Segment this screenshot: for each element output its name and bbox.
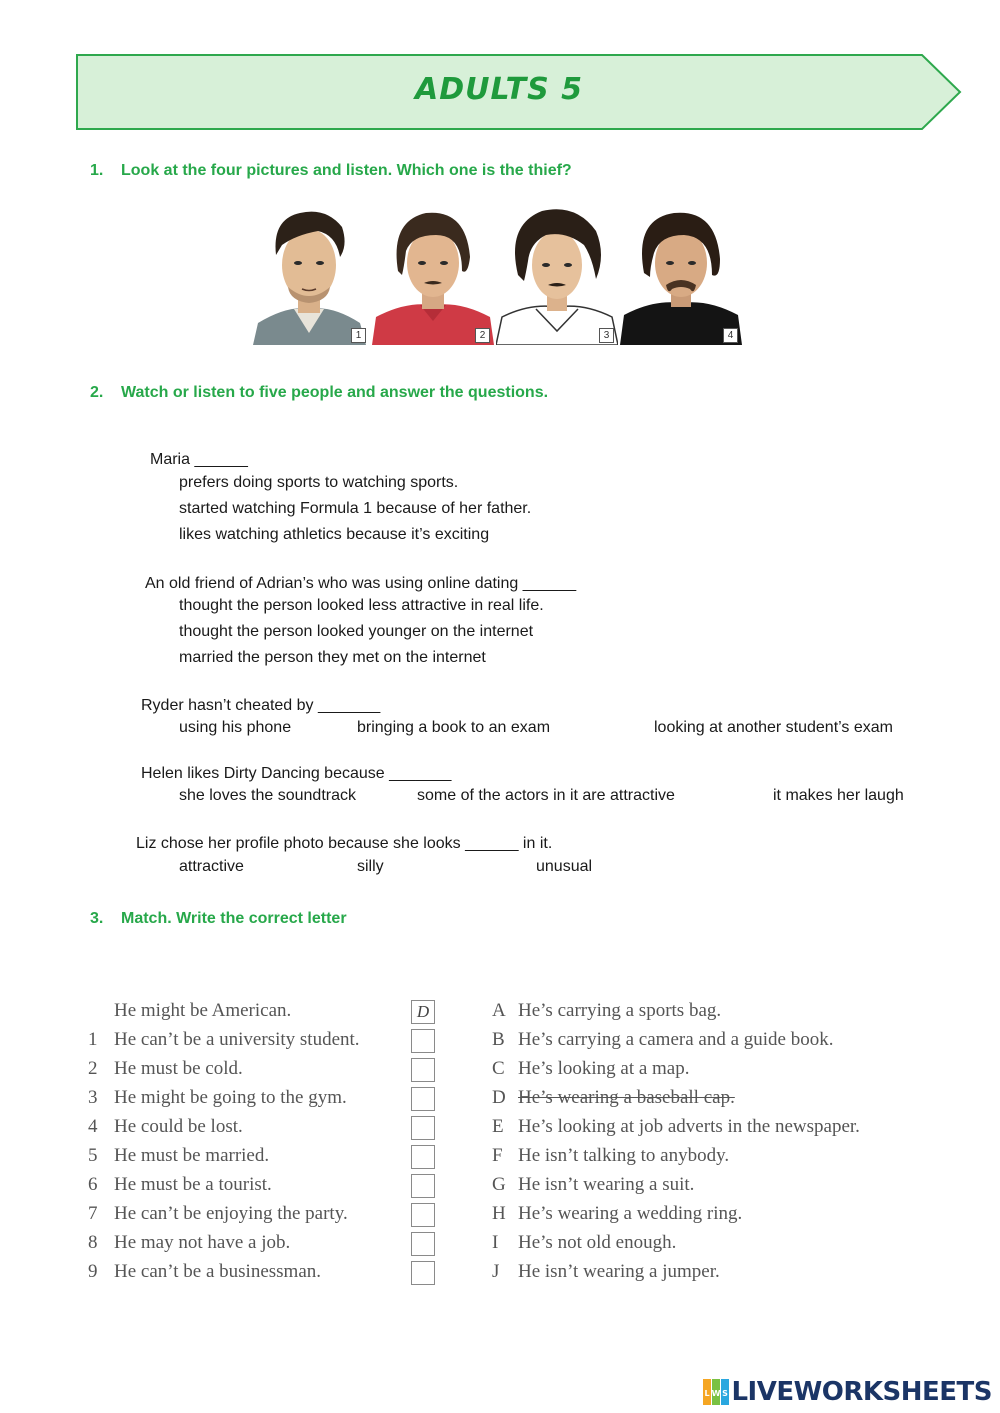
suspect-number-4: 4 bbox=[723, 328, 738, 343]
match-right-text: He isn’t talking to anybody. bbox=[518, 1145, 730, 1166]
matching-exercise bbox=[88, 995, 928, 1295]
question-2-text: Watch or listen to five people and answer the questions. bbox=[121, 384, 549, 401]
q2-option[interactable]: silly bbox=[357, 858, 384, 875]
match-right-letter: E bbox=[492, 1116, 504, 1137]
match-left-number: 3 bbox=[88, 1087, 98, 1108]
match-right-letter: B bbox=[492, 1029, 505, 1050]
match-left-row bbox=[88, 1029, 360, 1051]
match-right-letter: I bbox=[492, 1232, 499, 1253]
match-right-letter: F bbox=[492, 1145, 503, 1166]
logo-mark-letter: W bbox=[712, 1389, 721, 1398]
match-left-text: He can’t be a businessman. bbox=[114, 1261, 322, 1282]
answer-box-3[interactable] bbox=[411, 1087, 435, 1111]
suspect-number-3: 3 bbox=[599, 328, 614, 343]
question-1-text: Look at the four pictures and listen. Which one is the thief? bbox=[121, 162, 572, 179]
q2-option[interactable]: bringing a book to an exam bbox=[357, 719, 551, 736]
match-left-row bbox=[88, 1145, 269, 1167]
match-right-row bbox=[492, 1203, 742, 1225]
match-right-row bbox=[492, 1087, 735, 1109]
match-left-number: 1 bbox=[88, 1029, 98, 1050]
match-right-text: He’s not old enough. bbox=[518, 1232, 677, 1253]
match-left-number: 8 bbox=[88, 1232, 98, 1253]
answer-box-7[interactable] bbox=[411, 1203, 435, 1227]
match-right-text: He isn’t wearing a suit. bbox=[518, 1174, 695, 1195]
answer-box-5[interactable] bbox=[411, 1145, 435, 1169]
q2-stem-3: Ryder hasn’t cheated by _______ bbox=[141, 697, 381, 714]
q2-stem-5: Liz chose her profile photo because she looks ______ in it. bbox=[136, 835, 553, 852]
match-left-text: He must be married. bbox=[114, 1145, 270, 1166]
match-right-row bbox=[492, 1145, 729, 1167]
q2-option[interactable]: married the person they met on the internet bbox=[179, 649, 486, 666]
match-right-row bbox=[492, 1174, 694, 1196]
liveworksheets-brand: LIVEWORKSHEETS bbox=[731, 1377, 992, 1407]
match-right-letter: H bbox=[492, 1203, 506, 1224]
match-right-row bbox=[492, 1058, 690, 1080]
match-right-text: He’s wearing a wedding ring. bbox=[518, 1203, 743, 1224]
match-left-number: 5 bbox=[88, 1145, 98, 1166]
title-banner bbox=[76, 54, 962, 130]
match-right-row bbox=[492, 1116, 860, 1138]
suspect-number-2: 2 bbox=[475, 328, 490, 343]
q2-option[interactable]: some of the actors in it are attractive bbox=[417, 787, 675, 804]
question-2-heading bbox=[90, 384, 548, 402]
match-right-text: He’s carrying a sports bag. bbox=[518, 1000, 722, 1021]
q2-option[interactable]: thought the person looked less attractive in real life. bbox=[179, 597, 544, 614]
match-left-row bbox=[88, 1116, 243, 1138]
q2-option[interactable]: prefers doing sports to watching sports. bbox=[179, 474, 459, 491]
answer-box-6[interactable] bbox=[411, 1174, 435, 1198]
q2-option[interactable]: thought the person looked younger on the internet bbox=[179, 623, 534, 640]
q2-option[interactable]: attractive bbox=[179, 858, 244, 875]
question-1-number: 1. bbox=[90, 162, 104, 179]
match-left-row bbox=[88, 1174, 272, 1196]
logo-mark-letter: L bbox=[704, 1389, 711, 1398]
match-left-number: 6 bbox=[88, 1174, 98, 1195]
match-left-text: He might be going to the gym. bbox=[114, 1087, 347, 1108]
suspect-picture-2[interactable] bbox=[372, 205, 494, 345]
answer-box-9[interactable] bbox=[411, 1261, 435, 1285]
match-right-letter: C bbox=[492, 1058, 505, 1079]
match-right-row bbox=[492, 1261, 720, 1283]
match-left-text: He can’t be a university student. bbox=[114, 1029, 360, 1050]
match-left-text: He must be a tourist. bbox=[114, 1174, 272, 1195]
suspect-picture-1[interactable] bbox=[248, 205, 370, 345]
match-left-text: He may not have a job. bbox=[114, 1232, 291, 1253]
match-left-number: 9 bbox=[88, 1261, 98, 1282]
match-right-text: He’s carrying a camera and a guide book. bbox=[518, 1029, 834, 1050]
match-right-letter: D bbox=[492, 1087, 506, 1108]
page-title: ADULTS 5 bbox=[414, 72, 584, 107]
suspect-picture-4[interactable] bbox=[620, 205, 742, 345]
match-right-letter: A bbox=[492, 1000, 506, 1021]
question-3-heading bbox=[90, 910, 347, 928]
answer-box-8[interactable] bbox=[411, 1232, 435, 1256]
match-right-letter: G bbox=[492, 1174, 506, 1195]
liveworksheets-mark-icon bbox=[703, 1379, 729, 1405]
q2-option[interactable]: using his phone bbox=[179, 719, 292, 736]
suspect-portrait-2 bbox=[372, 205, 494, 345]
match-right-row bbox=[492, 1232, 676, 1254]
q2-option[interactable]: she loves the soundtrack bbox=[179, 787, 356, 804]
q2-option[interactable]: started watching Formula 1 because of her father. bbox=[179, 500, 532, 517]
question-1-heading bbox=[90, 162, 572, 180]
q2-stem-1: Maria ______ bbox=[150, 451, 248, 468]
match-right-row bbox=[492, 1000, 721, 1022]
match-left-row bbox=[88, 1232, 290, 1254]
match-left-row bbox=[88, 1261, 321, 1283]
suspect-pictures bbox=[248, 205, 742, 347]
match-right-text: He’s looking at a map. bbox=[518, 1058, 690, 1079]
match-left-text: He could be lost. bbox=[114, 1116, 243, 1137]
suspect-picture-3[interactable] bbox=[496, 205, 618, 345]
q2-option[interactable]: looking at another student’s exam bbox=[654, 719, 893, 736]
match-left-number: 2 bbox=[88, 1058, 98, 1079]
match-left-text: He might be American. bbox=[114, 1000, 292, 1021]
suspect-portrait-4 bbox=[620, 205, 742, 345]
match-left-text: He can’t be enjoying the party. bbox=[114, 1203, 348, 1224]
match-left-text: He must be cold. bbox=[114, 1058, 243, 1079]
question-3-text: Match. Write the correct letter bbox=[121, 910, 347, 927]
match-right-text-used: He’s wearing a baseball cap. bbox=[518, 1087, 735, 1108]
question-2-number: 2. bbox=[90, 384, 104, 401]
match-right-text: He isn’t wearing a jumper. bbox=[518, 1261, 720, 1282]
match-right-text: He’s looking at job adverts in the newspaper. bbox=[518, 1116, 860, 1137]
match-left-row bbox=[88, 1087, 347, 1109]
suspect-portrait-3 bbox=[496, 205, 618, 345]
match-left-row bbox=[88, 1000, 291, 1022]
liveworksheets-logo[interactable] bbox=[703, 1374, 992, 1410]
match-left-row bbox=[88, 1058, 243, 1080]
match-left-number: 4 bbox=[88, 1116, 98, 1137]
q2-stem-2: An old friend of Adrian’s who was using online dating ______ bbox=[145, 575, 577, 592]
q2-option[interactable]: unusual bbox=[536, 858, 593, 875]
suspect-number-1: 1 bbox=[351, 328, 366, 343]
question-3-number: 3. bbox=[90, 910, 104, 927]
logo-mark-letter: S bbox=[722, 1389, 729, 1398]
q2-option[interactable]: likes watching athletics because it’s exciting bbox=[179, 526, 490, 543]
match-left-row bbox=[88, 1203, 348, 1225]
q2-stem-4: Helen likes Dirty Dancing because _______ bbox=[141, 765, 452, 782]
match-left-number: 7 bbox=[88, 1203, 98, 1224]
suspect-portrait-1 bbox=[248, 205, 370, 345]
answer-box-example: D bbox=[411, 1000, 435, 1024]
q2-option[interactable]: it makes her laugh bbox=[773, 787, 904, 804]
answer-box-4[interactable] bbox=[411, 1116, 435, 1140]
match-right-letter: J bbox=[492, 1261, 500, 1282]
answer-box-2[interactable] bbox=[411, 1058, 435, 1082]
match-right-row bbox=[492, 1029, 833, 1051]
answer-box-1[interactable] bbox=[411, 1029, 435, 1053]
